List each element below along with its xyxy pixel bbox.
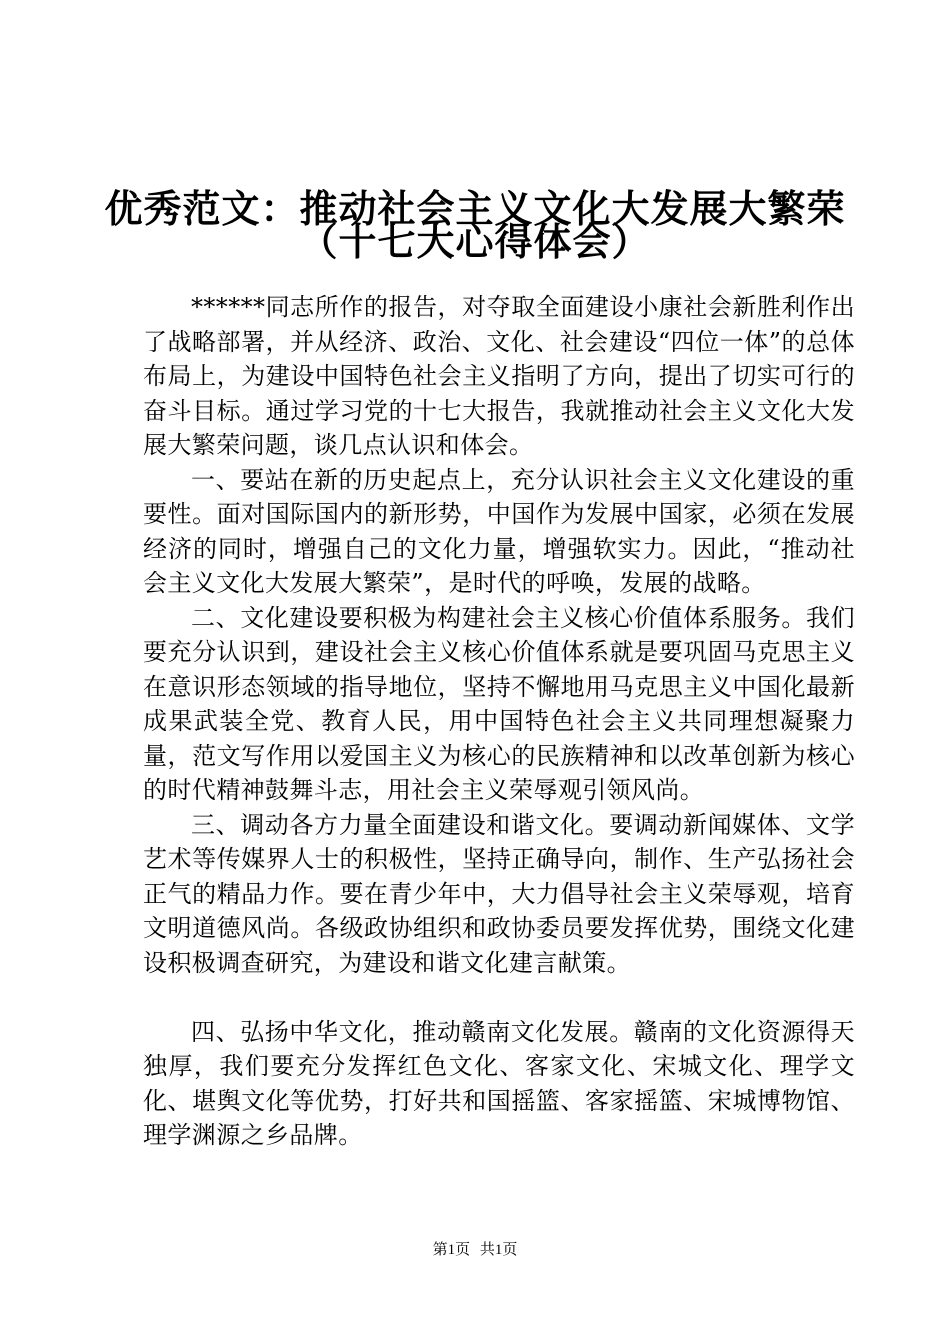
paragraph-point-1: 一、要站在新的历史起点上，充分认识社会主义文化建设的重要性。面对国际国内的新形势，中国作为发展中国家，必须在发展经济的同时，增强自己的文化力量，增强软实力。因此，“推动社会主义文化大发展大繁荣”，是时代的呼唤，发展的战略。 xyxy=(143,465,855,597)
paragraph-intro: ******同志所作的报告，对夺取全面建设小康社会新胜利作出了战略部署，并从经济、政治、文化、社会建设“四位一体”的总体布局上，为建设中国特色社会主义指明了方向，提出了切实可行的奋斗目标。通过学习党的十七大报告，我就推动社会主义文化大发展大繁荣问题，谈几点认识和体会。 xyxy=(143,293,855,459)
paragraph-point-2: 二、文化建设要积极为构建社会主义核心价值体系服务。我们要充分认识到，建设社会主义核心价值体系就是要巩固马克思主义在意识形态领域的指导地位，坚持不懈地用马克思主义中国化最新成果武装全党、教育人民，用中国特色社会主义共同理想凝聚力量，范文写作用以爱国主义为核心的民族精神和以改革创新为核心的时代精神鼓舞斗志，用社会主义荣辱观引领风尚。 xyxy=(143,603,855,804)
document-title: 优秀范文：推动社会主义文化大发展大繁荣 xyxy=(104,186,846,231)
paragraph-point-4: 四、弘扬中华文化，推动赣南文化发展。赣南的文化资源得天独厚，我们要充分发挥红色文化、客家文化、宋城文化、理学文化、堪舆文化等优势，打好共和国摇篮、客家摇篮、宋城博物馆、理学渊源之乡品牌。 xyxy=(143,1017,855,1149)
paragraph-point-3: 三、调动各方力量全面建设和谐文化。要调动新闻媒体、文学艺术等传媒界人士的积极性，坚持正确导向，制作、生产弘扬社会正气的精品力作。要在青少年中，大力倡导社会主义荣辱观，培育文明道德风尚。各级政协组织和政协委员要发挥优势，围绕文化建设积极调查研究，为建设和谐文化建言献策。 xyxy=(143,810,855,977)
page-footer xyxy=(0,1240,950,1260)
document-subtitle: （十七大心得体会） xyxy=(299,219,651,264)
document-body xyxy=(143,290,855,1153)
page-total: 共1页 xyxy=(479,1242,518,1258)
page-number: 第1页 xyxy=(432,1242,471,1258)
